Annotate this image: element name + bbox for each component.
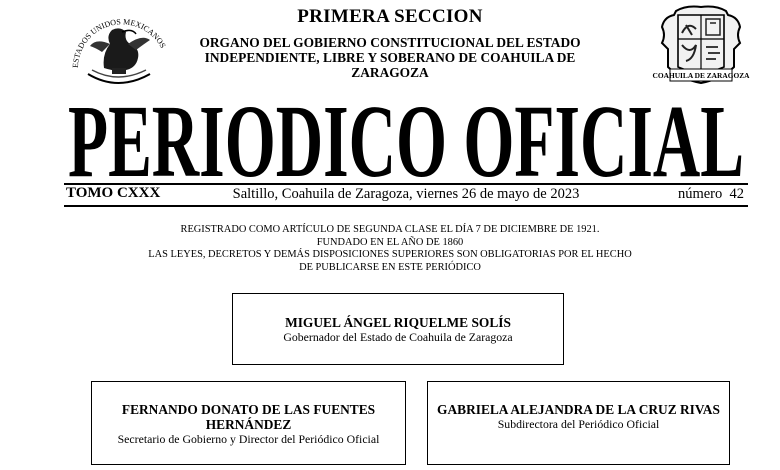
secretary-box: [91, 381, 406, 465]
organ-line-3: ZARAGOZA: [351, 65, 429, 80]
mexico-seal-text: ESTADOS UNIDOS MEXICANOS: [70, 17, 168, 69]
governor-box: [232, 293, 564, 365]
tomo-label: TOMO CXXX: [66, 185, 161, 201]
subdirector-role: Subdirectora del Periódico Oficial: [497, 417, 660, 431]
note-line: FUNDADO EN EL AÑO DE 1860: [316, 236, 464, 248]
organ-description: [170, 35, 610, 80]
organ-line-1: ORGANO DEL GOBIERNO CONSTITUCIONAL DEL ESTADO: [199, 35, 581, 50]
secretary-name-line-2: HERNÁNDEZ: [205, 417, 292, 432]
mexico-seal-icon: [66, 4, 170, 90]
masthead-rule-bottom: [64, 205, 748, 207]
note-line: DE PUBLICARSE EN ESTE PERIÓDICO: [299, 261, 481, 273]
organ-line-2: INDEPENDIENTE, LIBRE Y SOBERANO DE COAHUILA DE: [204, 50, 576, 65]
masthead-text: PERIODICO OFICIAL: [68, 84, 744, 199]
dateline: Saltillo, Coahuila de Zaragoza, viernes 26 de mayo de 2023: [232, 186, 580, 202]
governor-role: Gobernador del Estado de Coahuila de Zaragoza: [283, 330, 513, 344]
coahuila-seal-text: COAHUILA DE ZARAGOZA: [652, 71, 750, 80]
coahuila-coat-of-arms-icon: [652, 3, 750, 89]
secretary-role: Secretario de Gobierno y Director del Periódico Oficial: [117, 432, 380, 446]
note-line: REGISTRADO COMO ARTÍCULO DE SEGUNDA CLASE EL DÍA 7 DE DICIEMBRE DE 1921.: [180, 224, 600, 235]
masthead-rule-top: [64, 183, 748, 185]
note-line: LAS LEYES, DECRETOS Y DEMÁS DISPOSICIONES SUPERIORES SON OBLIGATORIAS POR EL HECHO: [148, 249, 632, 261]
section-label: PRIMERA SECCION: [297, 6, 483, 27]
subdirector-box: [427, 381, 730, 465]
issue-number: número 42: [677, 186, 744, 202]
governor-name: MIGUEL ÁNGEL RIQUELME SOLÍS: [285, 315, 511, 330]
registration-notes: [100, 224, 680, 274]
subdirector-name: GABRIELA ALEJANDRA DE LA CRUZ RIVAS: [437, 402, 720, 417]
secretary-name-line-1: FERNANDO DONATO DE LAS FUENTES: [121, 402, 376, 417]
